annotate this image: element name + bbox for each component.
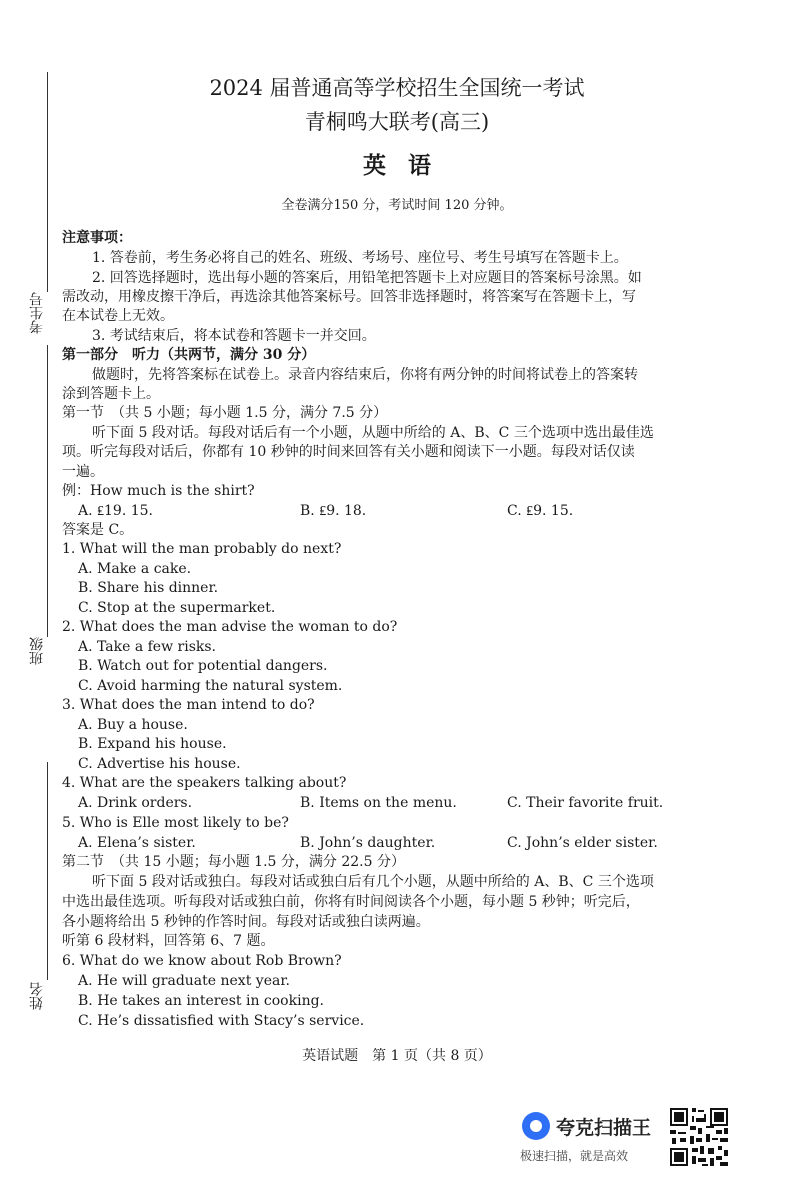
question-4-option-b: B. Items on the menu. <box>300 795 457 811</box>
section1-line: 一遍。 <box>62 464 104 480</box>
example-option-a: A. ₤19. 15. <box>78 503 153 519</box>
notes-line: 1. 答卷前，考生务必将自己的姓名、班级、考场号、座位号、考生号填写在答题卡上。 <box>92 250 628 266</box>
section1-heading: 第一节 （共 5 小题；每小题 1.5 分，满分 7.5 分） <box>62 405 388 421</box>
section2-line: 中选出最佳选项。听每段对话或独白前，你将有时间阅读各个小题，每小题 5 秒钟；听完后， <box>62 894 640 910</box>
notes-heading: 注意事项： <box>62 230 132 246</box>
question-1-option-c: C. Stop at the supermarket. <box>78 600 276 616</box>
notes-line: 3. 考试结束后，将本试卷和答题卡一并交回。 <box>92 328 376 344</box>
notes-line: 2. 回答选择题时，选出每小题的答案后，用铅笔把答题卡上对应题目的答案标号涂黑。如 <box>92 270 642 286</box>
side-label-name: 姓名 <box>29 982 45 1010</box>
watermark-slogan: 极速扫描，就是高效 <box>520 1149 629 1163</box>
part1-line: 做题时，先将答案标在试卷上。录音内容结束后，你将有两分钟的时间将试卷上的答案转 <box>92 367 638 383</box>
notes-line: 在本试卷上无效。 <box>62 308 174 324</box>
question-2-option-b: B. Watch out for potential dangers. <box>78 658 328 674</box>
question-5-option-a: A. Elena’s sister. <box>78 835 196 851</box>
example-option-c: C. ₤9. 15. <box>507 503 574 519</box>
question-5-option-c: C. John’s elder sister. <box>507 835 658 851</box>
question-2-option-a: A. Take a few risks. <box>78 639 216 655</box>
example-question: 例：How much is the shirt? <box>62 483 255 499</box>
question-5: 5. Who is Elle most likely to be? <box>62 815 289 831</box>
watermark-name: 夸克扫描王 <box>556 1117 652 1139</box>
question-5-option-b: B. John’s daughter. <box>300 835 436 851</box>
side-label-class: 班级 <box>29 637 45 665</box>
question-1-option-a: A. Make a cake. <box>78 561 192 577</box>
question-4-option-c: C. Their favorite fruit. <box>507 795 664 811</box>
question-3-option-a: A. Buy a house. <box>78 717 188 733</box>
question-1: 1. What will the man probably do next? <box>62 541 342 557</box>
exam-title: 2024 届普通高等学校招生全国统一考试 <box>209 76 585 100</box>
full-marks: 全卷满分150 分，考试时间 120 分钟。 <box>281 198 513 213</box>
side-line-top <box>47 72 48 292</box>
qr-code-icon <box>668 1106 730 1168</box>
subject-title: 英语 <box>363 152 453 179</box>
section2-line: 听第 6 段材料，回答第 6、7 题。 <box>62 933 275 949</box>
section1-line: 听下面 5 段对话。每段对话后有一个小题，从题中所给的 A、B、C 三个选项中选出最佳选 <box>92 425 654 441</box>
side-line-lower <box>47 762 48 980</box>
side-label-exam-no: 考生号 <box>29 292 45 334</box>
scanner-watermark <box>518 1110 668 1170</box>
question-3-option-b: B. Expand his house. <box>78 736 227 752</box>
exam-subtitle: 青桐鸣大联考(高三) <box>304 110 490 134</box>
page-footer: 英语试题 第 1 页（共 8 页） <box>302 1048 492 1064</box>
question-6: 6. What do we know about Rob Brown? <box>62 953 342 969</box>
question-6-option-b: B. He takes an interest in cooking. <box>78 993 324 1009</box>
question-3: 3. What does the man intend to do? <box>62 697 315 713</box>
question-4-option-a: A. Drink orders. <box>78 795 193 811</box>
question-1-option-b: B. Share his dinner. <box>78 580 219 596</box>
question-2-option-c: C. Avoid harming the natural system. <box>78 678 343 694</box>
question-3-option-c: C. Advertise his house. <box>78 756 241 772</box>
question-2: 2. What does the man advise the woman to do? <box>62 619 398 635</box>
question-6-option-c: C. He’s dissatisfied with Stacy’s service. <box>78 1013 365 1029</box>
section1-line: 项。听完每段对话后，你都有 10 秒钟的时间来回答有关小题和阅读下一小题。每段对话仅读 <box>62 444 635 460</box>
example-option-b: B. ₤9. 18. <box>300 503 367 519</box>
side-line-upper <box>47 345 48 637</box>
part1-heading: 第一部分 听力（共两节，满分 30 分） <box>62 347 316 363</box>
question-4: 4. What are the speakers talking about? <box>62 775 347 791</box>
section2-heading: 第二节 （共 15 小题；每小题 1.5 分，满分 22.5 分） <box>62 854 405 870</box>
section2-line: 各小题将给出 5 秒钟的作答时间。每段对话或独白读两遍。 <box>62 914 430 930</box>
question-6-option-a: A. He will graduate next year. <box>78 973 290 989</box>
section2-line: 听下面 5 段对话或独白。每段对话或独白后有几个小题，从题中所给的 A、B、C 三个选项 <box>92 874 654 890</box>
notes-line: 需改动，用橡皮擦干净后，再选涂其他答案标号。回答非选择题时，将答案写在答题卡上，写 <box>62 289 636 305</box>
part1-line: 涂到答题卡上。 <box>62 386 160 402</box>
quark-logo-icon <box>522 1112 550 1140</box>
example-answer: 答案是 C。 <box>62 522 134 538</box>
